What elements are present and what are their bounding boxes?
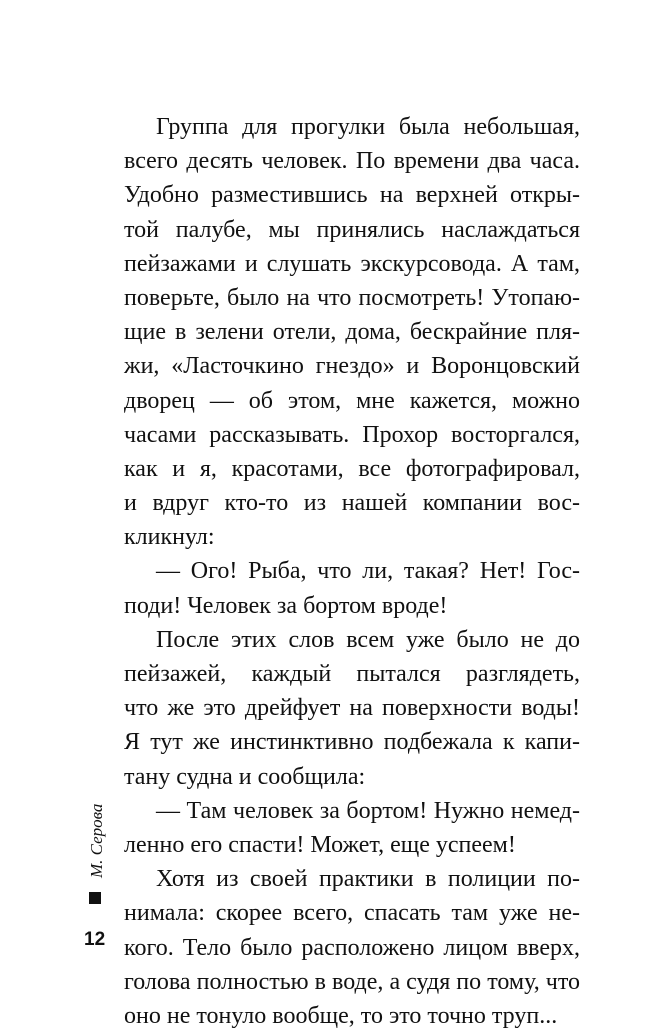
dialogue-line: — Там человек за бортом! Нужно немед- (156, 797, 580, 824)
text-line: кликнул: (124, 524, 215, 551)
text-line: что же это дрейфует на поверхности воды! (124, 695, 580, 722)
text-line: оно не тонуло вообще, то это точно труп... (124, 1002, 558, 1029)
text-line: Удобно разместившись на верхней откры- (124, 182, 580, 209)
text-line: той палубе, мы принялись наслаждаться (124, 216, 580, 243)
text-line: пейзажами и слушать экскурсовода. А там, (124, 250, 580, 277)
text-line: тану судна и сообщила: (124, 763, 366, 790)
text-line: дворец — об этом, мне кажется, можно (124, 387, 580, 414)
text-line: и вдруг кто-то из нашей компании вос- (124, 490, 580, 517)
text-line: голова полностью в воде, а судя по тому, что (124, 968, 580, 995)
running-header (80, 800, 110, 910)
page-number: 12 (84, 929, 106, 950)
square-marker-icon (89, 892, 101, 904)
body-text (124, 110, 580, 1033)
text-line: жи, «Ласточкино гнездо» и Воронцовский (124, 353, 580, 380)
text-line: пейзажей, каждый пытался разглядеть, (124, 661, 580, 687)
text-line: ленно его спасти! Может, еще успеем! (124, 831, 516, 858)
text-line: поверьте, было на что посмотреть! Утопаю- (124, 284, 580, 311)
text-line: щие в зелени отели, дома, бескрайние пля- (124, 319, 580, 346)
text-line: Группа для прогулки была небольшая, (156, 114, 580, 140)
text-line: нимала: скорее всего, спасать там уже не- (124, 900, 580, 927)
text-line: кого. Тело было расположено лицом вверх, (124, 934, 580, 961)
text-line: часами рассказывать. Прохор восторгался, (124, 421, 580, 448)
running-author: М. Серова (87, 803, 106, 878)
text-line: Хотя из своей практики в полиции по- (156, 866, 580, 893)
text-line: поди! Человек за бортом вроде! (124, 592, 448, 619)
text-line: всего десять человек. По времени два часа. (124, 148, 580, 175)
text-line: Я тут же инстинктивно подбежала к капи- (124, 729, 580, 756)
text-line: После этих слов всем уже было не до (156, 626, 580, 653)
dialogue-line: — Ого! Рыба, что ли, такая? Нет! Гос- (156, 558, 580, 585)
text-line: как и я, красотами, все фотографировал, (124, 455, 580, 482)
